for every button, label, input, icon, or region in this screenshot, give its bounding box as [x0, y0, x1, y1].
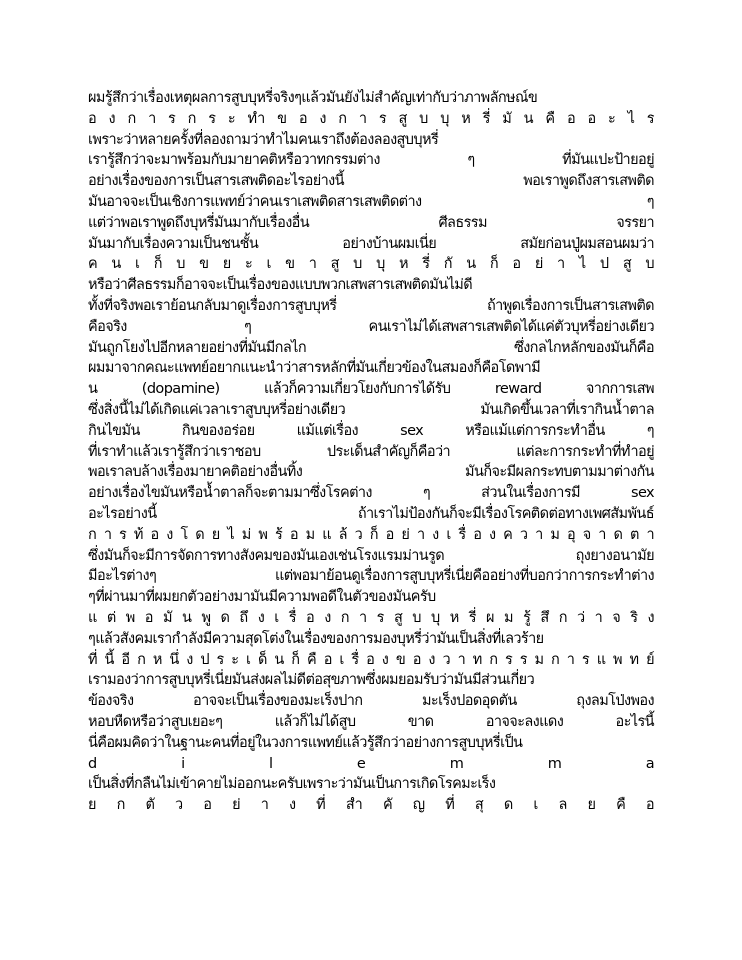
text-line: ข้องจริง อาจจะเป็นเรื่องของมะเร็งปาก มะเร็งปอดอุดตัน ถุงลมโป่งพอง	[88, 693, 654, 710]
text-line: มันมากับเรื่องความเป็นชนชั้น อย่างบ้านผมเนี่ย สมัยก่อนปู่ผมสอนผมว่า	[88, 235, 654, 252]
text-line: d i l e m m a	[88, 755, 654, 772]
text-line: อะไรอย่างนี้ ถ้าเราไม่ป้องกันก็จะมีเรื่องโรคติดต่อทางเพศสัมพันธ์	[88, 505, 654, 522]
text-line: น (dopamine) แล้วก็ความเกี่ยวโยงกับการได้รับ reward จากการเสพ	[88, 381, 654, 398]
text-line: ผมรู้สึกว่าเรื่องเหตุผลการสูบบุหรี่จริงๆแล้วมันยังไม่สำคัญเท่ากับว่าภาพลักษณ์ข	[88, 90, 538, 106]
text-line: ๆแล้วสังคมเรากำลังมีความสุดโต่งในเรื่องของการมองบุหรี่ว่ามันเป็นสิ่งที่เลวร้าย	[88, 630, 544, 647]
text-line: เรารู้สึกว่าจะมาพร้อมกับมายาคติหรือวาทกรรมต่าง ๆ ที่มันแปะป้ายอยู่	[88, 152, 654, 169]
text-line: ที่เราทำแล้วเรารู้สึกว่าเราชอบ ประเด็นสำคัญก็คือว่า แต่ละการกระทำที่ทำอยู่	[88, 443, 654, 460]
text-line: แต่ว่าพอเราพูดถึงบุหรี่มันมากับเรื่องอื่น ศีลธรรม จรรยา	[88, 214, 654, 231]
text-line: ที่ นี้ อี ก ห นึ่ ง ป ร ะ เ ด็ น ก็ คื อ เ รื่ อ ง ข อ ง ว า ท ก ร ร ม ก า ร แ พ ท ย์	[88, 651, 654, 668]
text-line: ย ก ตั ว อ ย่ า ง ที่ สำ คั ญ ที่ สุ ด เ ล ย คื อ	[88, 797, 654, 814]
text-line: พอเราลบล้างเรื่องมายาคติอย่างอื่นทิ้ง มันก็จะมีผลกระทบตามมาต่างกัน	[88, 464, 654, 481]
text-line: เป็นสิ่งที่กลืนไม่เข้าคายไม่ออกนะครับเพราะว่ามันเป็นการเกิดโรคมะเร็ง	[88, 776, 496, 793]
text-line: คือจริง ๆ คนเราไม่ได้เสพสารเสพติดได้แค่ตัวบุหรี่อย่างเดียว	[88, 318, 654, 335]
text-line: นี่คือผมคิดว่าในฐานะคนที่อยู่ในวงการแพทย์แล้วรู้สึกว่าอย่างการสูบบุหรี่เป็น	[88, 734, 523, 751]
text-line: หรือว่าศีลธรรมก็อาจจะเป็นเรื่องของแบบพวกเสพสารเสพติดมันไม่ดี	[88, 277, 473, 294]
text-line: ทั้งที่จริงพอเราย้อนกลับมาดูเรื่องการสูบบุหรี่ ถ้าพูดเรื่องการเป็นสารเสพติด	[88, 297, 654, 314]
text-line: เพราะว่าหลายครั้งที่ลองถามว่าทำไมคนเราถึงต้องลองสูบบุหรี่	[88, 131, 439, 148]
text-line: อย่างเรื่องของการเป็นสารเสพติดอะไรอย่างนี้ พอเราพูดถึงสารเสพติด	[88, 173, 654, 190]
text-line: มีอะไรต่างๆ แต่พอมาย้อนดูเรื่องการสูบบุหรี่เนี่ยคืออย่างที่บอกว่าการกระทำต่าง	[88, 568, 654, 585]
text-line: อ ง ก า ร ก ร ะ ทำ ข อ ง ก า ร สู บ บุ ห รี่ มั น คื อ อ ะ ไ ร	[88, 110, 654, 127]
body-text	[88, 88, 654, 816]
text-line: ผมมาจากคณะแพทย์อยากแนะนำว่าสารหลักที่มันเกี่ยวข้องในสมองก็คือโดพามี	[88, 360, 541, 377]
text-line: แ ต่ พ อ มั น พู ด ถึ ง เ รื่ อ ง ก า ร สู บ บุ ห รี่ ผ ม รู้ สึ ก ว่ า จ ริ ง	[88, 609, 654, 626]
text-line: ค น เ ก็ บ ข ย ะ เ ข า สู บ บุ ห รี่ กั น ก็ อ ย่ า ไ ป สู บ	[88, 256, 655, 273]
text-line: หอบหืดหรือว่าสูบเยอะๆ แล้วก็ไม่ได้สูบ ขาด อาจจะลงแดง อะไรนี้	[88, 713, 654, 730]
text-line: ก า ร ท้ อ ง โ ด ย ไ ม่ พ ร้ อ ม แ ล้ ว ก็ อ ย่ า ง เ รื่ อ ง ค ว า ม อุ จ า ด ต า	[88, 526, 654, 543]
text-line: อย่างเรื่องไขมันหรือน้ำตาลก็จะตามมาซึ่งโรคต่าง ๆ ส่วนในเรื่องการมี sex	[88, 485, 654, 502]
text-line: ๆที่ผ่านมาที่ผมยกตัวอย่างมามันมีความพอดีในตัวของมันครับ	[88, 589, 436, 606]
text-line: ซึ่งมันก็จะมีการจัดการทางสังคมของมันเองเช่นโรงแรมม่านรูด ถุงยางอนามัย	[88, 547, 654, 564]
text-line: กินไขมัน กินของอร่อย แม้แต่เรื่อง sex หรือแม้แต่การกระทำอื่น ๆ	[88, 422, 654, 439]
text-line: มันถูกโยงไปอีกหลายอย่างที่มันมีกลไก ซึ่งกลไกหลักของมันก็คือ	[88, 339, 654, 356]
text-line: มันอาจจะเป็นเชิงการแพทย์ว่าคนเราเสพติดสารเสพติดต่าง ๆ	[88, 193, 654, 210]
text-line: ซึ่งสิ่งนี้ไม่ได้เกิดแค่เวลาเราสูบบุหรี่อย่างเดียว มันเกิดขึ้นเวลาที่เรากินน้ำตาล	[88, 401, 654, 418]
text-line: เรามองว่าการสูบบุหรี่เนี่ยมันส่งผลไม่ดีต่อสุขภาพซึ่งผมยอมรับว่ามันมีส่วนเกี่ยว	[88, 672, 535, 689]
